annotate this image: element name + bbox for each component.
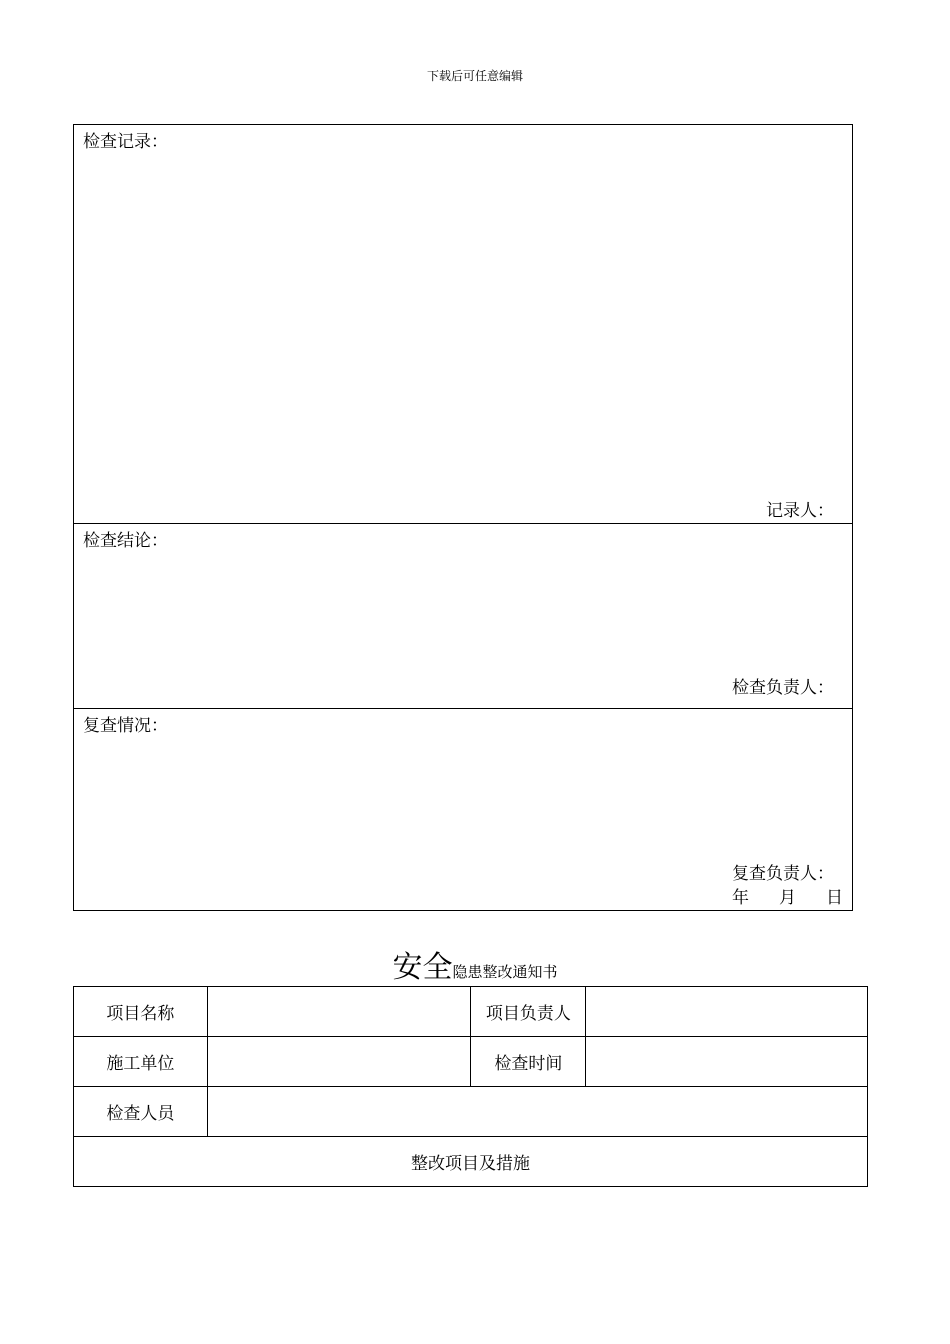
table-row <box>74 1087 868 1137</box>
project-name-field[interactable] <box>207 987 471 1037</box>
recheck-label: 复查情况： <box>83 716 168 736</box>
recheck-leader-label: 复查负责人： <box>732 864 834 884</box>
inspection-time-label: 检查时间 <box>471 1037 586 1087</box>
inspectors-field[interactable] <box>207 1087 867 1137</box>
notice-title <box>0 942 950 986</box>
table-row <box>74 1037 868 1087</box>
table-row <box>74 1137 868 1187</box>
inspection-record-label: 检查记录： <box>83 132 168 152</box>
inspection-record-box <box>73 124 853 524</box>
inspectors-label: 检查人员 <box>74 1087 208 1137</box>
notice-title-big: 安全 <box>392 950 453 985</box>
construction-unit-label: 施工单位 <box>74 1037 208 1087</box>
recorder-label: 记录人： <box>766 501 834 521</box>
inspection-time-field[interactable] <box>586 1037 868 1087</box>
project-manager-label: 项目负责人 <box>471 987 586 1037</box>
inspection-conclusion-label: 检查结论： <box>83 531 168 551</box>
recheck-box <box>73 708 853 911</box>
rectification-header: 整改项目及措施 <box>74 1137 868 1187</box>
rectification-notice-table <box>73 986 868 1187</box>
date-day: 日 <box>826 888 843 908</box>
header-note: 下载后可任意编辑 <box>426 69 523 83</box>
inspection-conclusion-box <box>73 523 853 709</box>
construction-unit-field[interactable] <box>207 1037 471 1087</box>
table-row <box>74 987 868 1037</box>
date-month: 月 <box>779 888 796 908</box>
notice-title-small: 隐患整改通知书 <box>452 963 558 981</box>
project-manager-field[interactable] <box>586 987 868 1037</box>
date-year: 年 <box>732 888 749 908</box>
project-name-label: 项目名称 <box>74 987 208 1037</box>
date-line <box>732 883 843 908</box>
inspection-leader-label: 检查负责人： <box>732 678 834 698</box>
